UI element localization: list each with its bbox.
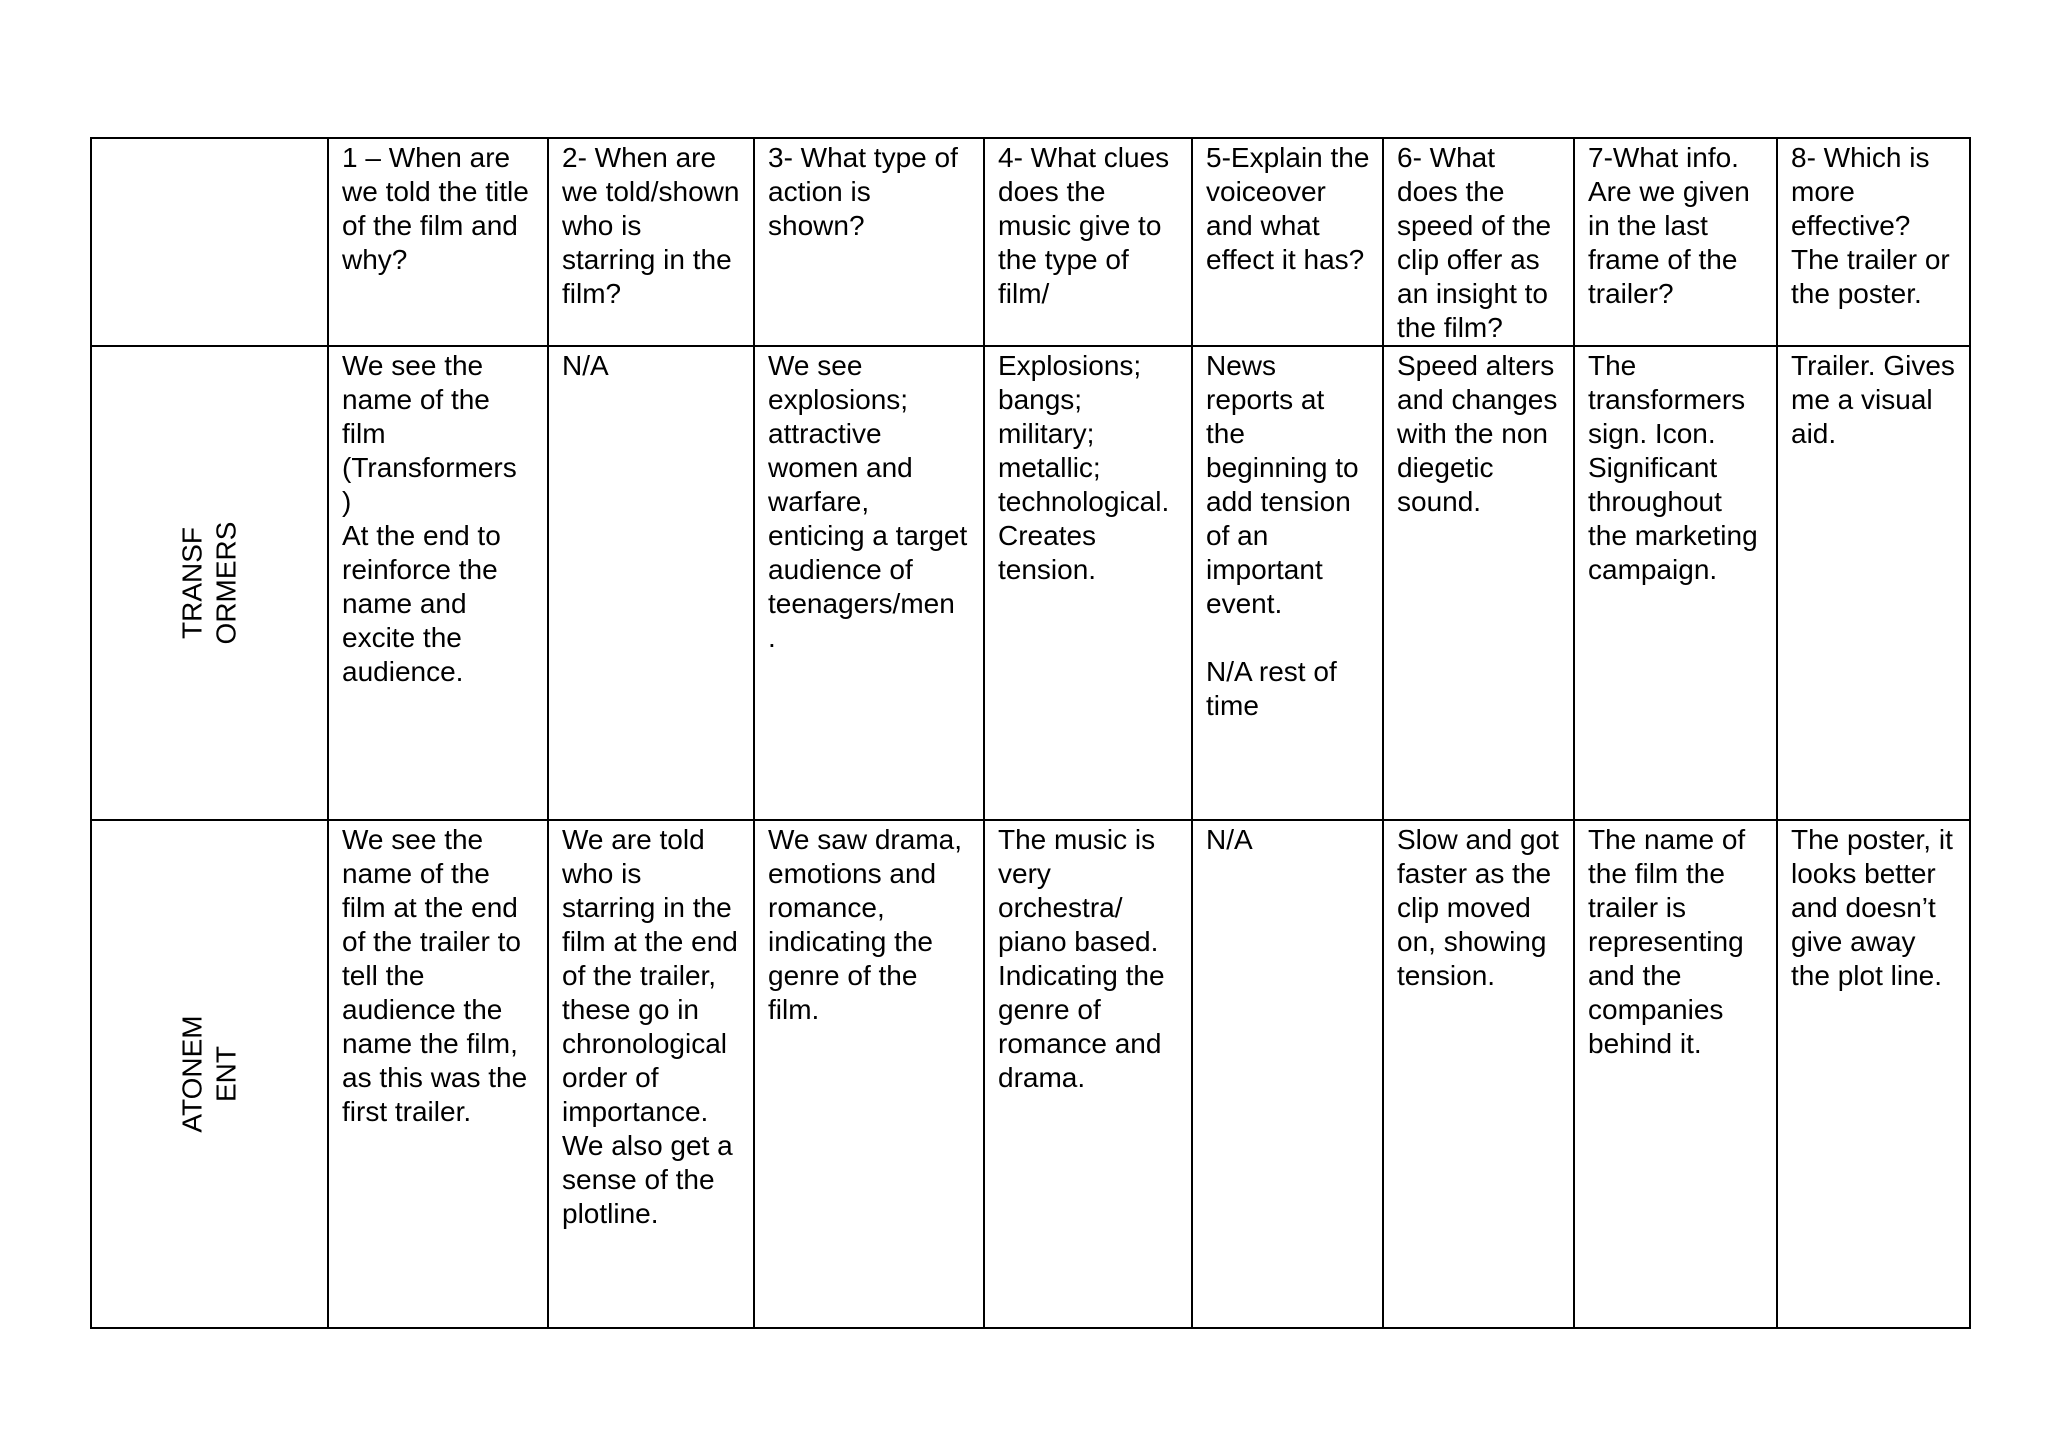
row-label-cell <box>91 346 328 820</box>
table-cell: Speed alters and changes with the non diegetic sound. <box>1383 346 1574 820</box>
table-cell: The transformers sign. Icon. Significant throughout the marketing campaign. <box>1574 346 1777 820</box>
table-cell: We see the name of the film at the end of the trailer to tell the audience the name the film, as this was the first trailer. <box>328 820 548 1328</box>
table-cell: Explosions; bangs; military; metallic; technological. Creates tension. <box>984 346 1192 820</box>
header-cell-q7: 7-What info. Are we given in the last frame of the trailer? <box>1574 138 1777 346</box>
header-cell-q3: 3- What type of action is shown? <box>754 138 984 346</box>
table-row <box>91 346 1970 820</box>
header-cell-blank <box>91 138 328 346</box>
row-label-atonement: ATONEM ENT <box>176 1015 242 1133</box>
table-cell: The poster, it looks better and doesn’t give away the plot line. <box>1777 820 1970 1328</box>
header-cell-q5: 5-Explain the voiceover and what effect it has? <box>1192 138 1383 346</box>
table-cell: We are told who is starring in the film at the end of the trailer, these go in chronological order of importance. We also get a sense of the plotline. <box>548 820 754 1328</box>
table-cell: N/A <box>1192 820 1383 1328</box>
table-cell: Trailer. Gives me a visual aid. <box>1777 346 1970 820</box>
header-cell-q8: 8- Which is more effective? The trailer or the poster. <box>1777 138 1970 346</box>
header-cell-q2: 2- When are we told/shown who is starring in the film? <box>548 138 754 346</box>
header-cell-q4: 4- What clues does the music give to the type of film/ <box>984 138 1192 346</box>
table-cell: News reports at the beginning to add tension of an important event. N/A rest of time <box>1192 346 1383 820</box>
table-cell: We see the name of the film (Transformers ) At the end to reinforce the name and excite the audience. <box>328 346 548 820</box>
table-cell: We see explosions; attractive women and warfare, enticing a target audience of teenagers/men . <box>754 346 984 820</box>
table-row <box>91 820 1970 1328</box>
header-cell-q6: 6- What does the speed of the clip offer as an insight to the film? <box>1383 138 1574 346</box>
table-cell: N/A <box>548 346 754 820</box>
row-label-transformers: TRANSF ORMERS <box>176 521 242 645</box>
header-row <box>91 138 1970 346</box>
comparison-table <box>90 137 1971 1329</box>
table-cell: Slow and got faster as the clip moved on, showing tension. <box>1383 820 1574 1328</box>
row-label-cell <box>91 820 328 1328</box>
header-cell-q1: 1 – When are we told the title of the film and why? <box>328 138 548 346</box>
table-cell: The music is very orchestra/ piano based. Indicating the genre of romance and drama. <box>984 820 1192 1328</box>
table-cell: The name of the film the trailer is representing and the companies behind it. <box>1574 820 1777 1328</box>
table-cell: We saw drama, emotions and romance, indicating the genre of the film. <box>754 820 984 1328</box>
